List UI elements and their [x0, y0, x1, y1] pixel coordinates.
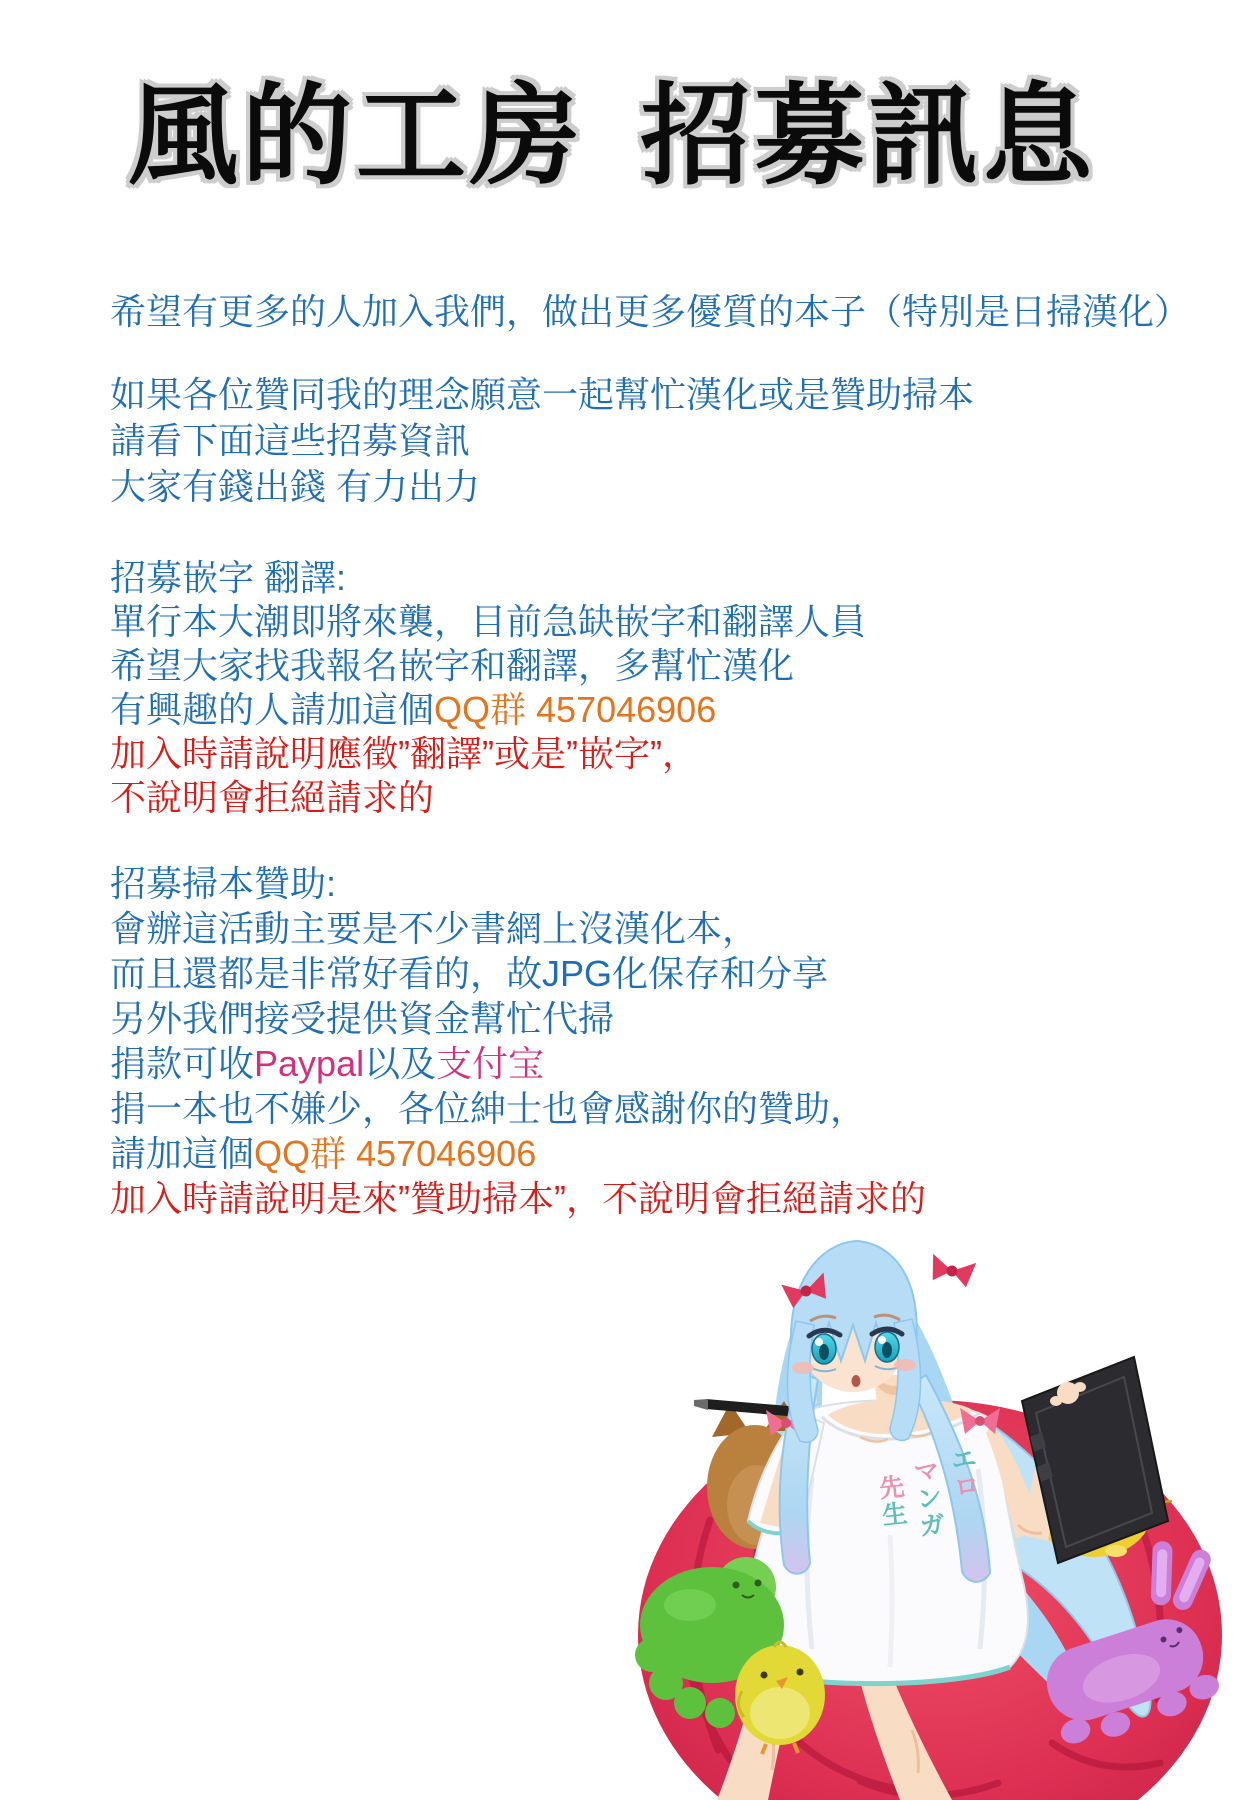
text-segment: 以及 — [364, 1043, 437, 1084]
text-line — [110, 688, 866, 732]
shirt-char: ガ — [918, 1510, 947, 1542]
shirt-char: マ — [912, 1456, 941, 1488]
text-line — [110, 1041, 926, 1086]
text-line: 另外我們接受提供資金幫忙代掃 — [110, 998, 615, 1039]
shirt-char: 先 — [878, 1472, 906, 1504]
text-line: 會辦這活動主要是不少書網上沒漢化本， — [110, 908, 759, 949]
alipay-label: 支付宝 — [436, 1043, 545, 1084]
red-bow — [928, 1254, 976, 1289]
qq-group-number: QQ群 457046906 — [434, 689, 717, 730]
shirt-char: ン — [915, 1483, 944, 1515]
text-line: 而且還都是非常好看的，故JPG化保存和分享 — [110, 953, 829, 994]
text-segment: 請加這個 — [110, 1133, 255, 1174]
text-line: 希望大家找我報名嵌字和翻譯，多幫忙漢化 — [110, 645, 795, 686]
warning-line: 加入時請說明應徵”翻譯”或是”嵌字”， — [110, 733, 698, 774]
paypal-label: Paypal — [254, 1043, 365, 1084]
typeset-recruit-paragraph — [110, 556, 866, 820]
warning-line: 不說明會拒絕請求的 — [110, 777, 435, 818]
text-line: 捐一本也不嫌少，各位紳士也會感謝你的贊助， — [110, 1088, 867, 1129]
shirt-char: 生 — [880, 1499, 909, 1531]
section-heading: 招募掃本贊助: — [110, 863, 337, 904]
anime-girl-illustration — [560, 1225, 1246, 1800]
text-line: 請看下面這些招募資訊 — [110, 420, 471, 461]
shirt-char: エ — [950, 1444, 978, 1476]
text-line — [110, 1131, 926, 1176]
shirt-text-column-left — [877, 1474, 909, 1531]
intro-paragraph-1 — [110, 290, 1190, 334]
qq-group-number: QQ群 457046906 — [254, 1133, 537, 1174]
shirt-text-column-right — [949, 1446, 981, 1503]
warning-line: 加入時請說明是來”贊助掃本”，不說明會拒絕請求的 — [110, 1178, 926, 1219]
shirt-char: ロ — [952, 1471, 981, 1503]
scan-sponsor-paragraph — [110, 861, 926, 1221]
text-line: 如果各位贊同我的理念願意一起幫忙漢化或是贊助掃本 — [110, 374, 975, 415]
intro-paragraph-2 — [110, 372, 974, 510]
text-segment: 有興趣的人請加這個 — [110, 689, 435, 730]
text-line: 單行本大潮即將來襲，目前急缺嵌字和翻譯人員 — [110, 601, 867, 642]
text-line: 大家有錢出錢 有力出力 — [110, 466, 481, 507]
text-line: 希望有更多的人加入我們，做出更多優質的本子（特別是日掃漢化） — [110, 291, 1191, 332]
page-title: 風的工房 招募訊息 — [128, 75, 1097, 198]
text-segment: 捐款可收 — [110, 1043, 255, 1084]
section-heading: 招募嵌字 翻譯: — [110, 557, 347, 598]
